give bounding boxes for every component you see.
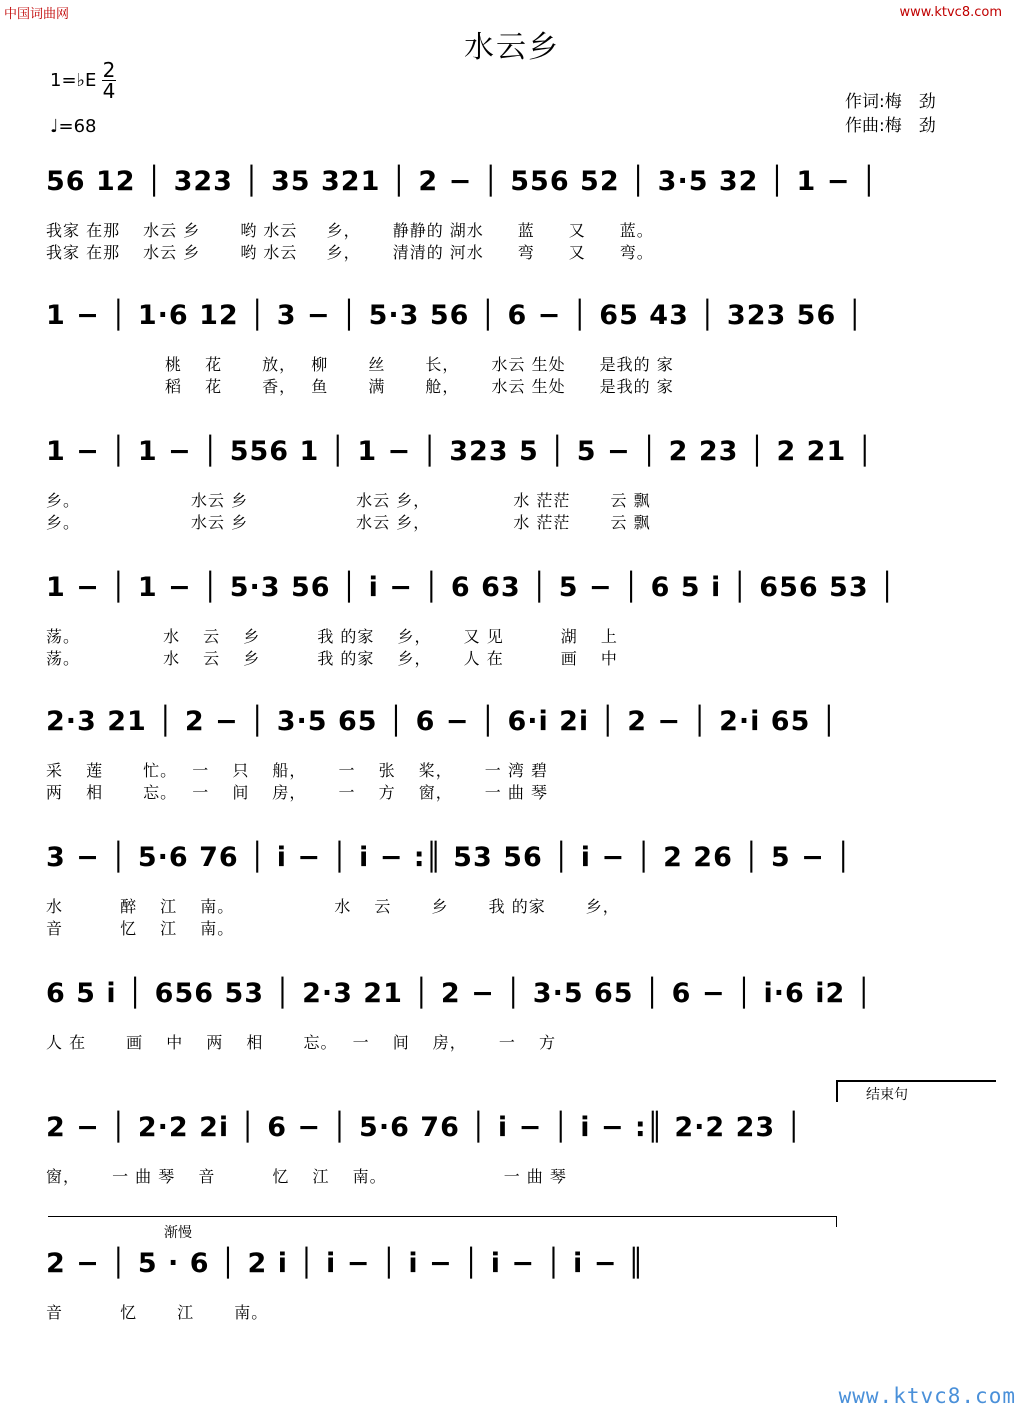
notation-line: 1 − │ 1 − │ 5·3 56 │ i − │ 6 63 │ 5 − │ 6 5 i │ 656 53 │ — [46, 572, 897, 603]
composer-line — [845, 114, 936, 138]
lyric-verse-2: 乡。 水云 乡 水云 乡， 水 茫茫 云 飘 — [46, 513, 651, 532]
ending-bracket — [836, 1080, 996, 1102]
time-sig-bottom: 4 — [102, 79, 116, 103]
lyric-verse-2: 荡。 水 云 乡 我 的家 乡， 人 在 画 中 — [46, 649, 618, 668]
lyricist-name: 梅 劲 — [884, 92, 936, 112]
notation-line: 2 − │ 2·2 2i │ 6 − │ 5·6 76 │ i − │ i − :║ 2·2 23 │ — [46, 1112, 803, 1143]
lyric-verse-1: 音 忆 江 南。 — [46, 1303, 269, 1322]
composer-name: 梅 劲 — [884, 116, 936, 136]
lyricist-line — [845, 90, 936, 114]
notation-line: 1 − │ 1·6 12 │ 3 − │ 5·3 56 │ 6 − │ 65 43 │ 323 56 │ — [46, 300, 864, 331]
site-url-right[interactable]: www.ktvc8.com — [899, 5, 1002, 20]
credits — [845, 90, 936, 138]
lyric-verse-2: 稻 花 香， 鱼 满 舱， 水云 生处 是我的 家 — [46, 377, 674, 396]
notation-line: 1 − │ 1 − │ 556 1 │ 1 − │ 323 5 │ 5 − │ 2 23 │ 2 21 │ — [46, 436, 874, 467]
lyricist-label: 作词: — [845, 92, 885, 112]
composer-label: 作曲: — [845, 116, 885, 136]
time-signature — [102, 60, 116, 101]
key-signature: 1=♭E — [50, 70, 97, 91]
site-name-left[interactable]: 中国词曲网 — [4, 7, 70, 22]
notation-line: 2 − │ 5 · 6 │ 2 i │ i − │ i − │ i − │ i − ║ — [46, 1248, 645, 1279]
watermark-logo: www.ktvc8.com — [838, 1384, 1016, 1408]
ending-label: 结束句 — [866, 1087, 908, 1103]
lyric-verse-1: 水 醉 江 南。 水 云 乡 我 的家 乡， — [46, 897, 620, 916]
notation-line: 3 − │ 5·6 76 │ i − │ i − :║ 53 56 │ i − │ 2 26 │ 5 − │ — [46, 842, 853, 873]
ritardando-label: 渐慢 — [164, 1225, 192, 1241]
lyric-verse-2: 两 相 忘。 一 间 房， 一 方 窗， 一 曲 琴 — [46, 783, 548, 802]
lyric-verse-1: 荡。 水 云 乡 我 的家 乡， 又 见 湖 上 — [46, 627, 618, 646]
lyric-verse-1: 人 在 画 中 两 相 忘。 一 间 房， 一 方 — [46, 1033, 556, 1052]
lyric-verse-2: 音 忆 江 南。 — [46, 919, 235, 938]
lyric-verse-1: 乡。 水云 乡 水云 乡， 水 茫茫 云 飘 — [46, 491, 651, 510]
notation-line: 6 5 i │ 656 53 │ 2·3 21 │ 2 − │ 3·5 65 │ 6 − │ i·6 i2 │ — [46, 978, 873, 1009]
notation-line: 2·3 21 │ 2 − │ 3·5 65 │ 6 − │ 6·i 2i │ 2 − │ 2·i 65 │ — [46, 706, 839, 737]
tempo-marking: ♩=68 — [50, 116, 97, 137]
lyric-verse-1: 采 莲 忙。 一 只 船， 一 张 桨， 一 湾 碧 — [46, 761, 548, 780]
notation-line: 56 12 │ 323 │ 35 321 │ 2 − │ 556 52 │ 3·5 32 │ 1 − │ — [46, 166, 878, 197]
lyric-verse-1: 桃 花 放， 柳 丝 长， 水云 生处 是我的 家 — [46, 355, 674, 374]
lyric-verse-1: 我家 在那 水云 乡 哟 水云 乡， 静静的 湖水 蓝 又 蓝。 — [46, 221, 654, 240]
time-sig-top: 2 — [102, 58, 116, 82]
lyric-verse-2: 我家 在那 水云 乡 哟 水云 乡， 清清的 河水 弯 又 弯。 — [46, 243, 654, 262]
lyric-verse-1: 窗， 一 曲 琴 音 忆 江 南。 一 曲 琴 — [46, 1167, 567, 1186]
song-title: 水云乡 — [464, 30, 560, 65]
